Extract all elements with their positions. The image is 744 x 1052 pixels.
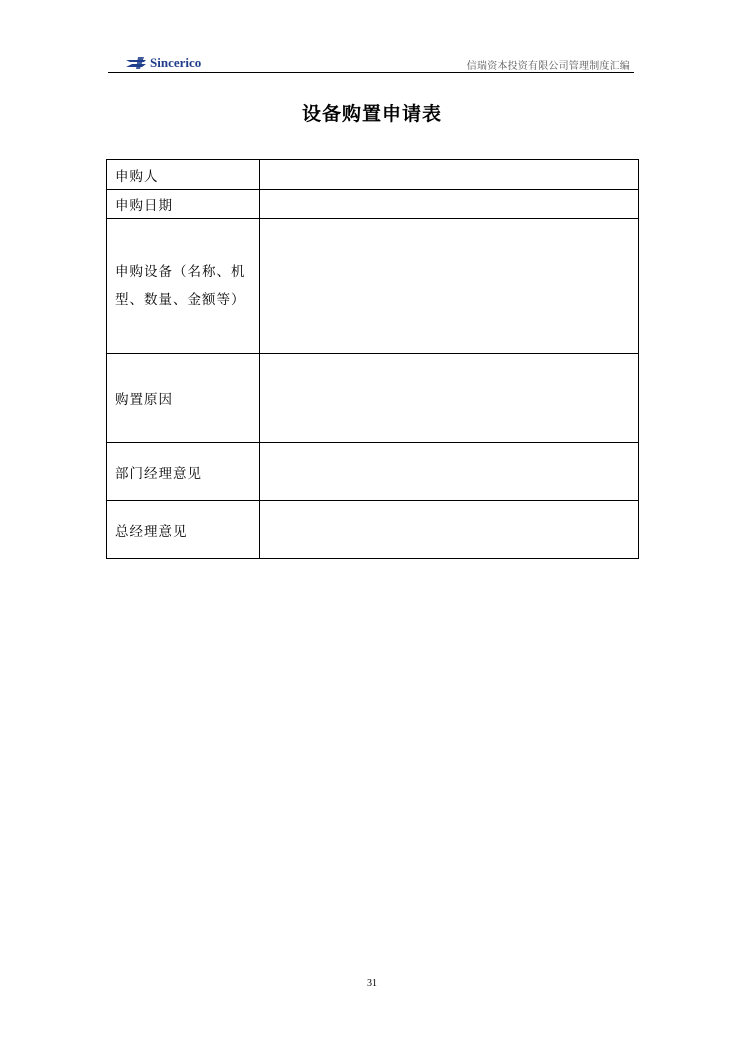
logo-text: Sincerico [150,55,202,70]
form-row-equipment [107,219,639,354]
form-label-general-manager: 总经理意见 [107,501,260,559]
form-value-dept-manager[interactable] [260,443,639,501]
form-row-date [107,190,639,219]
page-header [108,52,634,73]
form-label-dept-manager: 部门经理意见 [107,443,260,501]
application-form-table [106,159,639,559]
form-label-date: 申购日期 [107,190,260,219]
form-row-general-manager [107,501,639,559]
logo-mark-icon [124,56,148,70]
form-value-reason[interactable] [260,354,639,443]
form-title: 设备购置申请表 [301,103,442,125]
form-label-applicant: 申购人 [107,160,260,190]
form-row-applicant [107,160,639,190]
form-value-equipment[interactable] [260,219,639,354]
form-row-dept-manager [107,443,639,501]
company-logo [124,55,201,71]
form-label-reason: 购置原因 [107,354,260,443]
form-value-general-manager[interactable] [260,501,639,559]
form-row-reason [107,354,639,443]
form-value-applicant[interactable] [260,160,639,190]
page-number: 31 [367,978,377,989]
header-company-title: 信瑞资本投资有限公司管理制度汇编 [466,61,630,72]
form-value-date[interactable] [260,190,639,219]
form-label-equipment: 申购设备（名称、机型、数量、金额等） [107,219,260,354]
